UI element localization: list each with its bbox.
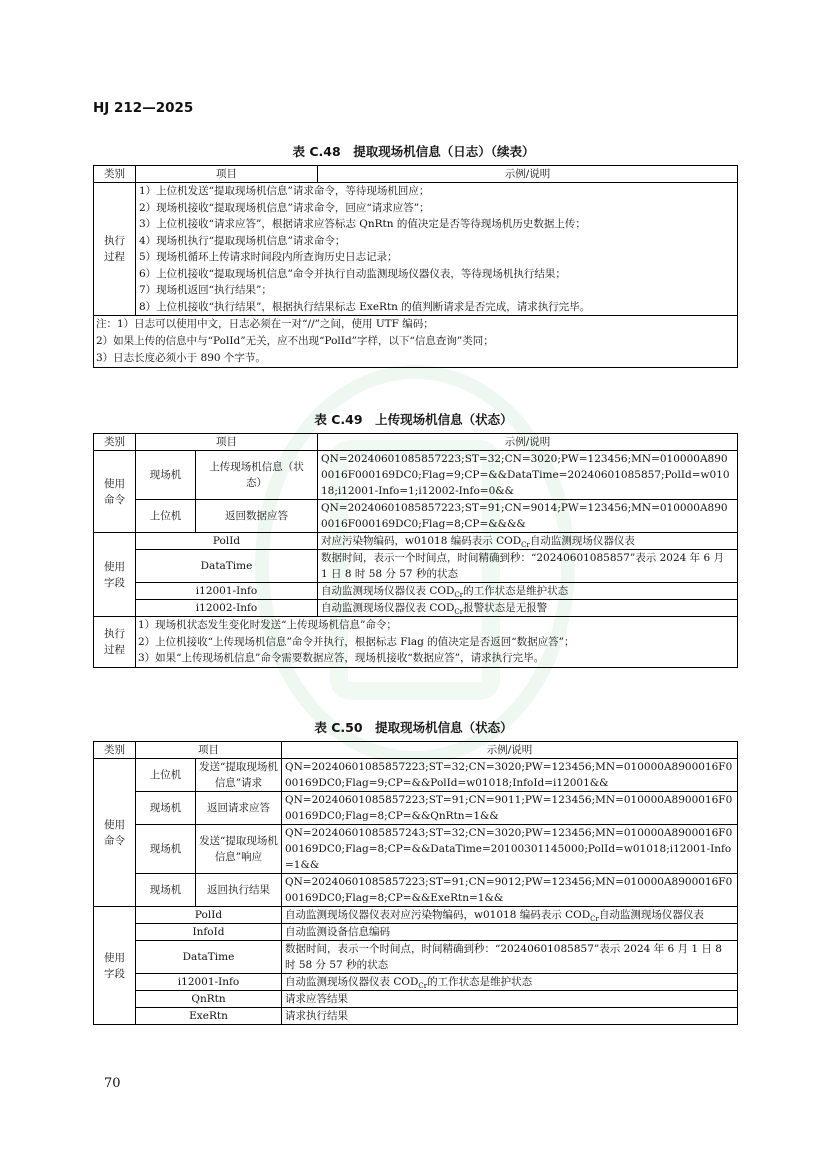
field-name: PolId [136, 907, 282, 924]
note-line: 2）如果上传的信息中与“PolId”无关，应不出现“PolId”字样，以下“信息查询”类同； [96, 335, 494, 347]
step-item: 3）上位机接收“请求应答”，根据请求应答标志 QnRtn 的值决定是否等待现场机历史数据上传； [139, 218, 586, 230]
field-description: 自动监测设备信息编码 [282, 924, 738, 941]
step-item: 6）上位机接收“提取现场机信息”命令并执行自动监测现场仪器仪表，等待现场机执行结果； [139, 267, 566, 280]
table-c49-caption: 表 C.49 上传现场机信息（状态） [314, 412, 513, 427]
category-fields: 使用字段 [94, 907, 136, 1025]
category-commands: 使用命令 [94, 451, 136, 533]
field-description: 自动监测现场仪器仪表 $COD_{Cr}$的工作状态是维护状态 [282, 974, 738, 991]
command-text: QN=20240601085857223;ST=32;CN=3020;PW=123456;MN=010000A8900016F000169DC0;Flag=9;CP=&&DataTime=20240601085857;PolId=w01018;i12001-Info=1;i12002-Info=0&& [318, 451, 738, 500]
field-description: 对应污染物编码，w01018 编码表示 $COD_{Cr}$自动监测现场仪器仪表 [318, 533, 738, 550]
field-name: PolId [136, 533, 318, 550]
command-party: 现场机 [136, 792, 196, 825]
command-party: 现场机 [136, 874, 196, 907]
command-item: 返回数据应答 [196, 500, 318, 533]
step-item: 5）现场机循环上传请求时间段内所查询历史日志记录； [139, 251, 398, 263]
header-item: 项目 [136, 742, 282, 759]
table-c49 [93, 433, 738, 668]
header-category: 类别 [94, 166, 136, 183]
table-c48-caption: 表 C.48 提取现场机信息（日志）（续表） [292, 144, 535, 159]
step-item: 7）现场机返回“执行结果”； [139, 284, 272, 296]
field-name: DataTime [136, 550, 318, 583]
field-description: 自动监测现场仪器仪表对应污染物编码，w01018 编码表示 $COD_{Cr}$自动监测现场仪器仪表 [282, 907, 738, 924]
header-description: 示例/说明 [282, 742, 738, 759]
step-item: 4）现场机执行“提取现场机信息”请求命令； [139, 234, 346, 247]
command-item: 发送“提取现场机信息”响应 [196, 825, 282, 874]
command-party: 现场机 [136, 825, 196, 874]
field-description: 数据时间，表示一个时间点，时间精确到秒：“20240601085857”表示 2024 年 6 月 1 日 8 时 58 分 57 秒的状态 [318, 550, 738, 583]
command-item: 返回请求应答 [196, 792, 282, 825]
note-line: 3）日志长度必须小于 890 个字节。 [96, 352, 266, 364]
step-item: 8）上位机接收“执行结果”，根据执行结果标志 ExeRtn 的值判断请求是否完成，请求执行完毕。 [139, 300, 591, 313]
table-notes [94, 316, 738, 368]
field-description: 数据时间，表示一个时间点，时间精确到秒：“20240601085857”表示 2024 年 6 月 1 日 8 时 58 分 57 秒的状态 [282, 941, 738, 974]
field-name: QnRtn [136, 991, 282, 1008]
command-text: QN=20240601085857223;ST=91;CN=9014;PW=123456;MN=010000A8900016F000169DC0;Flag=8;CP=&&&& [318, 500, 738, 533]
step-item: 2）上位机接收“上传现场机信息”命令并执行，根据标志 Flag 的值决定是否返回“数据应答”； [138, 635, 575, 648]
field-name: i12001-Info [136, 583, 318, 600]
command-item: 发送“提取现场机信息”请求 [196, 759, 282, 792]
category-process: 执行过程 [94, 183, 136, 316]
field-name: i12001-Info [136, 974, 282, 991]
field-name: ExeRtn [136, 1008, 282, 1025]
field-description: 自动监测现场仪器仪表 $COD_{Cr}$的工作状态是维护状态 [318, 583, 738, 600]
header-description: 示例/说明 [318, 166, 738, 183]
command-party: 上位机 [136, 759, 196, 792]
header-item: 项目 [136, 434, 318, 451]
category-process: 执行过程 [94, 617, 136, 668]
header-description: 示例/说明 [318, 434, 738, 451]
process-steps [136, 617, 738, 668]
command-text: QN=20240601085857223;ST=32;CN=3020;PW=123456;MN=010000A8900016F000169DC0;Flag=9;CP=&&PolId=w01018;InfoId=i12001&& [282, 759, 738, 792]
category-fields: 使用字段 [94, 533, 136, 617]
note-line: 注：1）日志可以使用中文，日志必须在一对“//”之间，使用 UTF 编码； [96, 318, 434, 330]
command-item: 上传现场机信息（状态） [196, 451, 318, 500]
field-name: i12002-Info [136, 600, 318, 617]
field-description: 请求应答结果 [282, 991, 738, 1008]
table-c50-caption: 表 C.50 提取现场机信息（状态） [314, 720, 513, 735]
header-category: 类别 [94, 742, 136, 759]
field-description: 自动监测现场仪器仪表 $COD_{Cr}$报警状态是无报警 [318, 600, 738, 617]
table-c50 [93, 741, 738, 1025]
command-text: QN=20240601085857243;ST=32;CN=3020;PW=123456;MN=010000A8900016F000169DC0;Flag=8;CP=&&DataTime=20100301145000;PolId=w01018;i12001-Info=1&& [282, 825, 738, 874]
command-party: 现场机 [136, 451, 196, 500]
step-item: 1）上位机发送“提取现场机信息”请求命令，等待现场机回应； [139, 185, 430, 197]
standard-id: HJ 212—2025 [93, 100, 194, 116]
page-number: 70 [104, 1076, 121, 1091]
process-steps [136, 183, 738, 316]
table-c48 [93, 165, 738, 368]
step-item: 3）如果“上传现场机信息”命令需要数据应答，现场机接收“数据应答”，请求执行完毕。 [138, 652, 545, 664]
step-item: 1）现场机状态发生变化时发送“上传现场机信息”命令； [138, 619, 397, 631]
header-item: 项目 [136, 166, 318, 183]
command-item: 返回执行结果 [196, 874, 282, 907]
command-text: QN=20240601085857223;ST=91;CN=9012;PW=123456;MN=010000A8900016F000169DC0;Flag=8;CP=&&ExeRtn=1&& [282, 874, 738, 907]
header-category: 类别 [94, 434, 136, 451]
field-description: 请求执行结果 [282, 1008, 738, 1025]
field-name: InfoId [136, 924, 282, 941]
command-text: QN=20240601085857223;ST=91;CN=9011;PW=123456;MN=010000A8900016F000169DC0;Flag=8;CP=&&QnRtn=1&& [282, 792, 738, 825]
category-commands: 使用命令 [94, 759, 136, 907]
field-name: DataTime [136, 941, 282, 974]
command-party: 上位机 [136, 500, 196, 533]
step-item: 2）现场机接收“提取现场机信息”请求命令，回应“请求应答”； [139, 201, 430, 214]
